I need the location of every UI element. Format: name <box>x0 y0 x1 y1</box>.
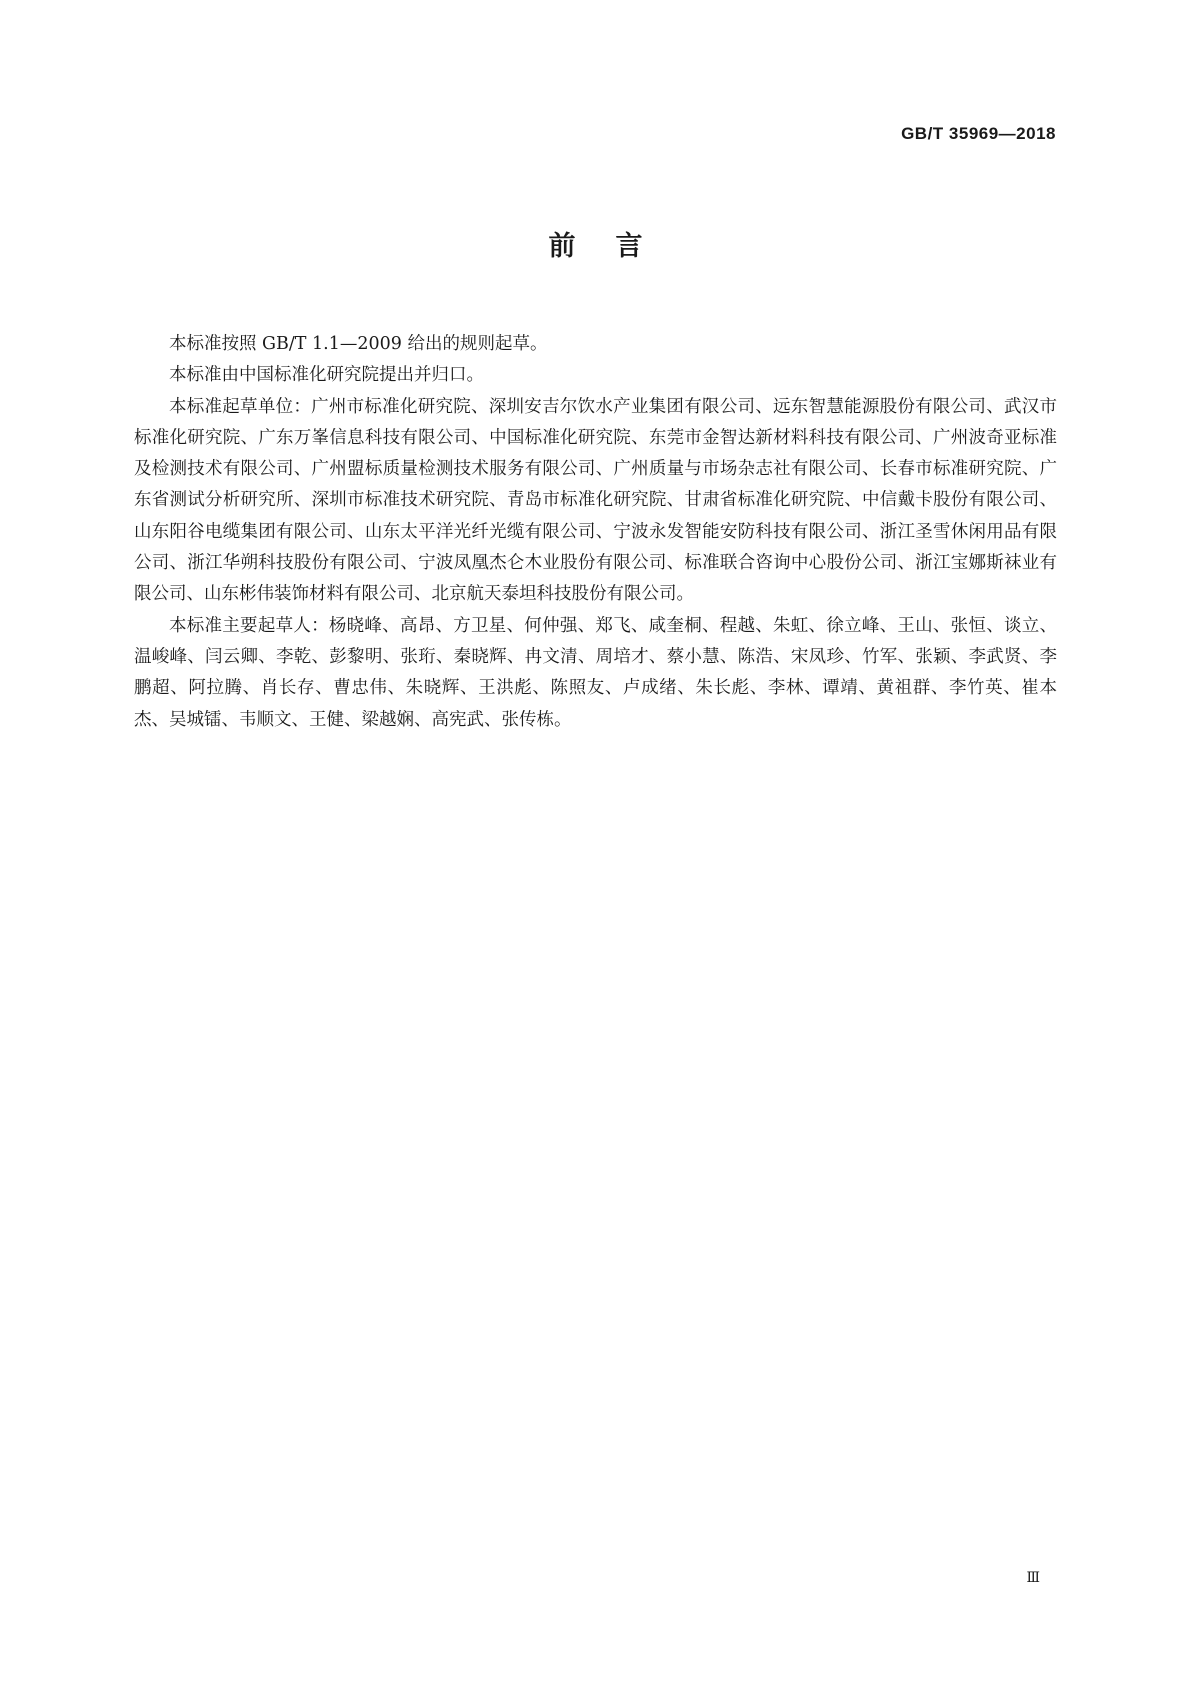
paragraph-drafting-units: 本标准起草单位：广州市标准化研究院、深圳安吉尔饮水产业集团有限公司、远东智慧能源股份有限公司、武汉市标准化研究院、广东万峯信息科技有限公司、中国标准化研究院、东莞市金智达新材料科技有限公司、广州波奇亚标准及检测技术有限公司、广州盟标质量检测技术服务有限公司、广州质量与市场杂志社有限公司、长春市标准研究院、广东省测试分析研究所、深圳市标准技术研究院、青岛市标准化研究院、甘肃省标准化研究院、中信戴卡股份有限公司、山东阳谷电缆集团有限公司、山东太平洋光纤光缆有限公司、宁波永发智能安防科技有限公司、浙江圣雪休闲用品有限公司、浙江华朔科技股份有限公司、宁波凤凰杰仑木业股份有限公司、标准联合咨询中心股份公司、浙江宝娜斯袜业有限公司、山东彬伟装饰材料有限公司、北京航天泰坦科技股份有限公司。 <box>134 396 1057 605</box>
foreword-body <box>134 329 1057 736</box>
paragraph-main-drafters: 本标准主要起草人：杨晓峰、高昂、方卫星、何仲强、郑飞、咸奎桐、程越、朱虹、徐立峰、王山、张恒、谈立、温峻峰、闫云卿、李乾、彭黎明、张珩、秦晓辉、冉文清、周培才、蔡小慧、陈浩、宋凤珍、竹军、张颖、李武贤、李鹏超、阿拉腾、肖长存、曹忠伟、朱晓辉、王洪彪、陈照友、卢成绪、朱长彪、李林、谭靖、黄祖群、李竹英、崔本杰、吴城镭、韦顺文、王健、梁越娴、高宪武、张传栋。 <box>134 615 1057 730</box>
standard-code: GB/T 35969—2018 <box>901 124 1056 143</box>
page-number: Ⅲ <box>1026 1570 1039 1586</box>
paragraph-proposer: 本标准由中国标准化研究院提出并归口。 <box>169 365 484 386</box>
page-title: 前言 <box>548 231 683 262</box>
paragraph-drafting-rules: 本标准按照 GB/T 1.1—2009 给出的规则起草。 <box>169 334 548 354</box>
